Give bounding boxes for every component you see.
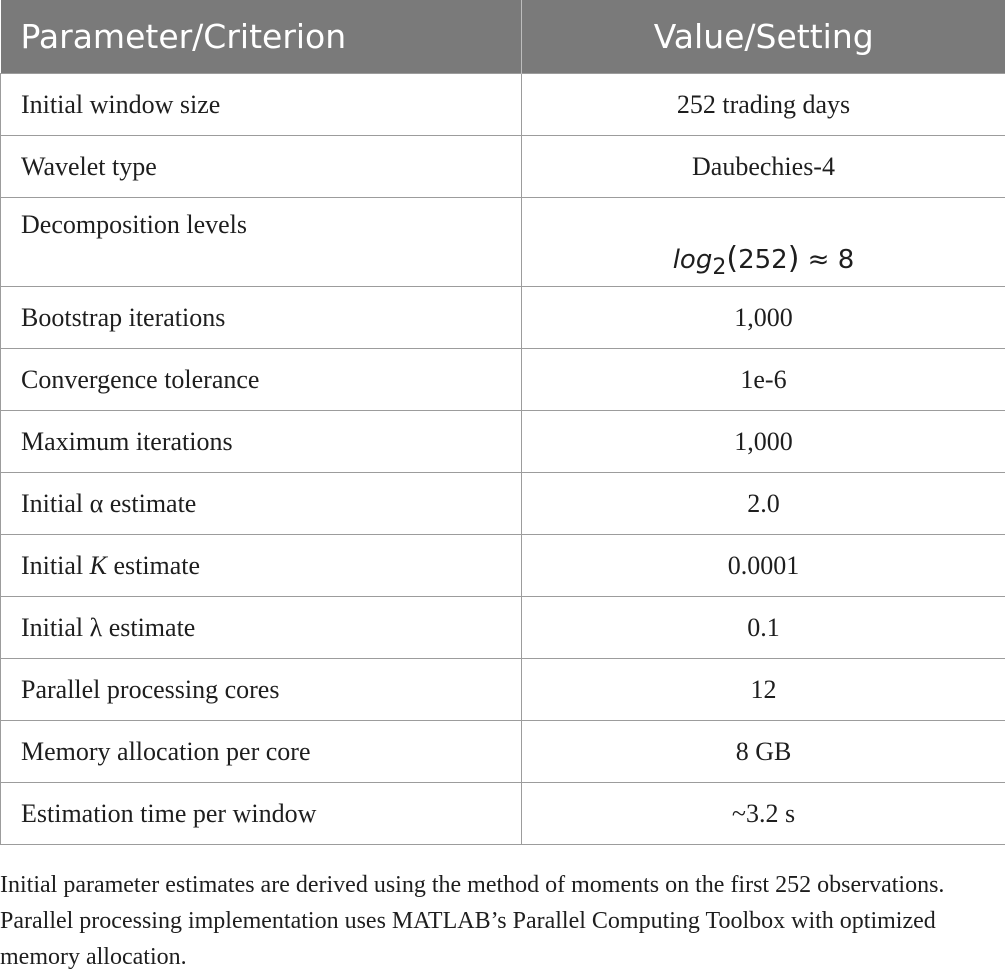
table-row [1, 659, 1005, 721]
value-cell: 1e-6 [522, 349, 1005, 411]
parameter-cell: Initial window size [1, 74, 522, 136]
formula-close-paren: ) [788, 241, 800, 276]
table-footnote: Initial parameter estimates are derived using the method of moments on the first 252 observations. Parallel processing implementation uses MATLAB’s Parallel Computing Toolbox with optimized memory allocation. [0, 867, 1000, 975]
value-cell: 0.0001 [522, 535, 1005, 597]
table-row [1, 74, 1005, 136]
parameter-cell: Memory allocation per core [1, 721, 522, 783]
table-row [1, 287, 1005, 349]
table-row [1, 473, 1005, 535]
parameter-symbol: K [90, 551, 107, 580]
parameter-suffix: estimate [107, 551, 200, 580]
formula-subscript: 2 [712, 255, 726, 280]
table-row [1, 597, 1005, 659]
column-header-value: Value/Setting [522, 0, 1005, 74]
table-row [1, 535, 1005, 597]
value-cell: 8 GB [522, 721, 1005, 783]
value-cell: 252 trading days [522, 74, 1005, 136]
parameter-cell: Bootstrap iterations [1, 287, 522, 349]
header-row [1, 0, 1005, 74]
value-cell: 2.0 [522, 473, 1005, 535]
parameter-cell: Convergence tolerance [1, 349, 522, 411]
table-row [1, 411, 1005, 473]
parameter-cell: Parallel processing cores [1, 659, 522, 721]
formula-argument: 252 [738, 245, 788, 275]
log-formula [673, 245, 855, 275]
value-cell: 1,000 [522, 287, 1005, 349]
value-cell: 12 [522, 659, 1005, 721]
column-header-parameter: Parameter/Criterion [1, 0, 522, 74]
parameter-cell: Wavelet type [1, 136, 522, 198]
value-cell: 0.1 [522, 597, 1005, 659]
formula-result: ≈ 8 [799, 245, 854, 275]
value-cell: 1,000 [522, 411, 1005, 473]
parameter-cell: Initial λ estimate [1, 597, 522, 659]
parameter-prefix: Initial [21, 551, 90, 580]
table-body [1, 74, 1005, 845]
formula-function: log [673, 245, 713, 275]
table-row [1, 136, 1005, 198]
value-cell: Daubechies-4 [522, 136, 1005, 198]
table-row [1, 721, 1005, 783]
parameter-cell: Initial α estimate [1, 473, 522, 535]
parameter-cell [1, 535, 522, 597]
value-cell-formula [522, 198, 1005, 287]
table-row [1, 783, 1005, 845]
formula-open-paren: ( [726, 241, 738, 276]
table-row [1, 198, 1005, 287]
parameter-cell: Estimation time per window [1, 783, 522, 845]
table-row [1, 349, 1005, 411]
value-cell: ~3.2 s [522, 783, 1005, 845]
parameter-cell: Decomposition levels [1, 198, 522, 287]
parameter-cell: Maximum iterations [1, 411, 522, 473]
table-header [1, 0, 1005, 74]
